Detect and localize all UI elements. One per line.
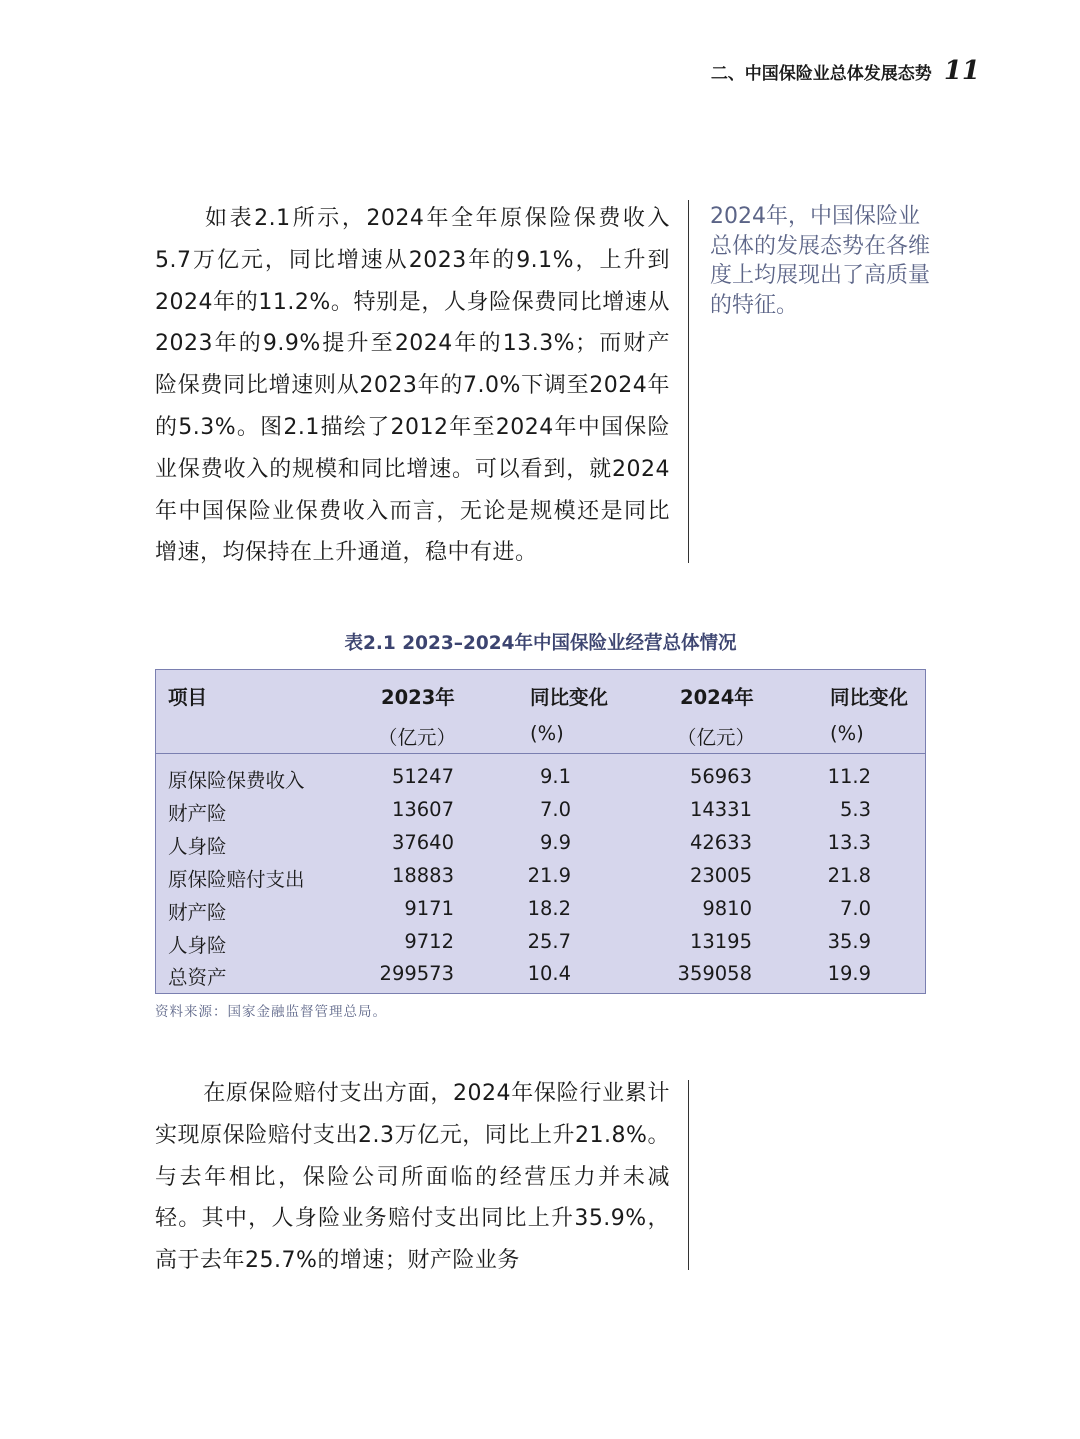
row-item: 人身险 — [168, 835, 227, 858]
row-value-2024: 9810 — [702, 897, 752, 920]
row-change-2023: 9.9 — [539, 831, 571, 854]
row-value-2023: 299573 — [379, 962, 454, 985]
row-item: 原保险保费收入 — [168, 769, 305, 792]
row-item: 原保险赔付支出 — [168, 868, 305, 891]
data-table — [155, 669, 926, 994]
header-item: 项目 — [168, 686, 208, 709]
row-change-2023: 18.2 — [527, 897, 571, 920]
body-paragraph-2-text: 在原保险赔付支出方面，2024年保险行业累计实现原保险赔付支出2.3万亿元，同比上升21.8%。与去年相比，保险公司所面临的经营压力并未减轻。其中，人身险业务赔付支出同比上升35.9%，高于去年25.7%的增速；财产险业务 — [155, 1081, 670, 1274]
paragraph-divider — [688, 1080, 689, 1270]
row-value-2023: 9712 — [404, 930, 454, 953]
table-header — [156, 670, 925, 754]
body-paragraph-2 — [155, 1073, 670, 1282]
header-2023: 2023年 — [381, 686, 455, 709]
row-change-2024: 35.9 — [827, 930, 871, 953]
sidenote: 2024年，中国保险业总体的发展态势在各维度上均展现出了高质量的特征。 — [710, 204, 931, 318]
row-item: 财产险 — [168, 802, 227, 825]
table-caption: 表2.1 2023–2024年中国保险业经营总体情况 — [344, 633, 737, 654]
body-paragraph-1 — [155, 198, 670, 574]
row-value-2023: 51247 — [391, 765, 454, 788]
row-change-2024: 5.3 — [839, 798, 871, 821]
row-change-2023: 21.9 — [527, 864, 571, 887]
row-change-2024: 21.8 — [827, 864, 871, 887]
row-change-2023: 10.4 — [527, 962, 571, 985]
body-paragraph-1-text: 如表2.1所示，2024年全年原保险保费收入5.7万亿元，同比增速从2023年的9.1%，上升到2024年的11.2%。特别是，人身险保费同比增速从2023年的9.9%提升至2024年的13.3%；而财产险保费同比增速则从2023年的7.0%下调至2024年的5.3%。图2.1描绘了2012年至2024年中国保险业保费收入的规模和同比增速。可以看到，就2024年中国保险业保费收入而言，无论是规模还是同比增速，均保持在上升通道，稳中有进。 — [155, 206, 670, 566]
header-2024-change-unit: (%) — [830, 722, 864, 745]
section-title: 二、中国保险业总体发展态势 — [710, 64, 932, 84]
header-2024: 2024年 — [680, 686, 754, 709]
row-change-2023: 25.7 — [527, 930, 571, 953]
row-change-2023: 9.1 — [539, 765, 571, 788]
header-2023-change: 同比变化 — [530, 686, 609, 709]
page-header — [711, 56, 980, 86]
row-change-2024: 19.9 — [827, 962, 871, 985]
row-change-2024: 11.2 — [827, 765, 871, 788]
header-2024-change: 同比变化 — [830, 686, 909, 709]
header-2023-change-unit: (%) — [530, 722, 564, 745]
row-value-2024: 359058 — [677, 962, 752, 985]
row-value-2023: 9171 — [404, 897, 454, 920]
row-value-2024: 42633 — [689, 831, 752, 854]
row-change-2024: 7.0 — [839, 897, 871, 920]
row-value-2024: 23005 — [689, 864, 752, 887]
header-2024-unit: （亿元） — [677, 726, 756, 749]
row-value-2023: 37640 — [391, 831, 454, 854]
row-value-2024: 56963 — [689, 765, 752, 788]
row-value-2024: 14331 — [689, 798, 752, 821]
row-item: 人身险 — [168, 934, 227, 957]
header-2023-unit: （亿元） — [378, 726, 457, 749]
row-value-2024: 13195 — [689, 930, 752, 953]
row-value-2023: 18883 — [391, 864, 454, 887]
page-number: 11 — [943, 56, 980, 86]
row-value-2023: 13607 — [391, 798, 454, 821]
table-source-note: 资料来源：国家金融监督管理总局。 — [155, 1004, 387, 1020]
row-change-2024: 13.3 — [827, 831, 871, 854]
sidenote-divider — [688, 200, 689, 563]
row-item: 财产险 — [168, 901, 227, 924]
row-item: 总资产 — [168, 966, 227, 989]
row-change-2023: 7.0 — [539, 798, 571, 821]
